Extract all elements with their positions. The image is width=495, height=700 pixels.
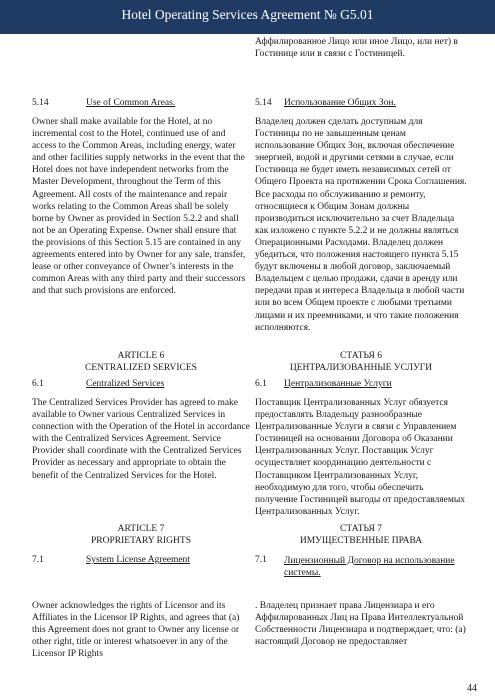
article-heading-ru: [255, 523, 467, 547]
section-number-en: 5.14: [32, 98, 49, 108]
article-name-ru: ИМУЩЕСТВЕННЫЕ ПРАВА: [299, 536, 423, 546]
section-number-ru: 5.14: [255, 98, 272, 108]
article-number-ru: СТАТЬЯ 7: [340, 524, 382, 534]
section-title-ru: Лицензионный Договор на использование системы.: [284, 556, 455, 578]
section-text-en: The Centralized Services Provider has agreed to make available to Owner various Centralized Services in connection with the Operation of the Hotel in accordance with the Centralized Services Agreement. Service Provider shall coordinate with the Centralized Services Provider as necessary and appropriate to obtain the benefit of the Centralized Services for the Hotel.: [32, 398, 250, 481]
section-number-ru: 6.1: [255, 379, 267, 389]
continuation-text-ru: Аффилированное Лицо или иное Лицо, или нет) в Гостинице или в связи с Гостиницей.: [255, 37, 458, 60]
section-text-en: Owner acknowledges the rights of Licensor and its Affiliates in the Licensor IP Rights, and agrees that (a) this Agreement does not grant to Owner any license or other right, title or interest whatsoever in any of the Licensor IP Rights: [32, 601, 240, 660]
page-number: 44: [467, 683, 477, 694]
article-number-en: ARTICLE 7: [117, 524, 165, 534]
section-title-ru: Использование Общих Зон.: [284, 98, 396, 108]
section-title-en: System License Agreement: [86, 555, 190, 565]
article-number-en: ARTICLE 6: [117, 351, 165, 361]
section-text-en: Owner shall make available for the Hotel, at no incremental cost to the Hotel, continued use of and access to the Common Areas, including energy, water and other facilities supply networks in the event that the Hotel does not have independent networks from the Master Development, throughout the Term of this Agreement. All costs of the maintenance and repair works relating to the Common Areas shall be solely borne by Owner as provided in Section 5.2.2 and shall not be an Operating Expense. Owner shall ensure that the provisions of this Section 5.15 are contained in any agreements entered into by Owner for any sale, transfer, lease or other conveyance of Owner’s interests in the common Areas with any third party and their successors and that such provisions are enforced.: [32, 117, 246, 297]
section-text-ru: Владелец должен сделать доступным для Гостиницы по не завышенным ценам использование Общих Зон, включая обеспечение энергией, водой и другими сетями в случае, если Гостиница не будет иметь независимых сетей от Общего Проекта на протяжении Срока Соглашения. Все расходы по обслуживанию и ремонту, относящиеся к Общим Зонам должны производиться исключительно за счет Владельца как изложено с пункте 5.2.2 и не должны являться Операционными Расходами. Владелец должен убедиться, что положения настоящего пункта 5.15 будут включены в любой договор, заключаемый Владельцем с целью продажи, сдачи в аренду или передачи прав и интереса Владельца в любой части или во всем Общем проекте с любыми третьими лицами и их преемниками, и что такие положения исполняются.: [255, 117, 467, 333]
section-number-en: 6.1: [32, 379, 44, 389]
article-name-ru: ЦЕНТРАЛИЗОВАННЫЕ УСЛУГИ: [289, 363, 433, 373]
document-header-banner: [0, 0, 495, 34]
section-title-ru: Централизованные Услуги: [284, 379, 392, 389]
article-heading-ru: [255, 350, 467, 374]
section-number-ru: 7.1: [255, 555, 267, 565]
section-title-en: Centralized Services: [86, 379, 165, 389]
article-number-ru: СТАТЬЯ 6: [340, 351, 382, 361]
article-name-en: PROPRIETARY RIGHTS: [91, 536, 191, 546]
section-text-ru: . Владелец признает права Лицензиара и его Аффилированных Лиц на Права Интеллектуальной Собственности Лицензиара и подтверждает, что: (а) настоящий Договор не предоставляет: [255, 601, 466, 648]
article-name-en: CENTRALIZED SERVICES: [85, 363, 197, 373]
section-number-en: 7.1: [32, 555, 44, 565]
document-title: Hotel Operating Services Agreement № G5.01: [121, 7, 374, 22]
article-heading-en: [32, 350, 250, 374]
section-text-ru: Поставщик Централизованных Услуг обязуется предоставлять Владельцу разнообразные Централизованные Услуги в связи с Управлением Гостиницей на основании Договора об Оказании Централизованных Услуг. Поставщик Услуг осуществляет координацию деятельности с Поставщиком Централизованных Услуг, необходимую для того, чтобы обеспечить получение Гостиницей выгоды от предоставляемых Централизованных Услуг.: [255, 398, 466, 517]
section-title-en: Use of Common Areas.: [86, 98, 176, 108]
article-heading-en: [32, 523, 250, 547]
